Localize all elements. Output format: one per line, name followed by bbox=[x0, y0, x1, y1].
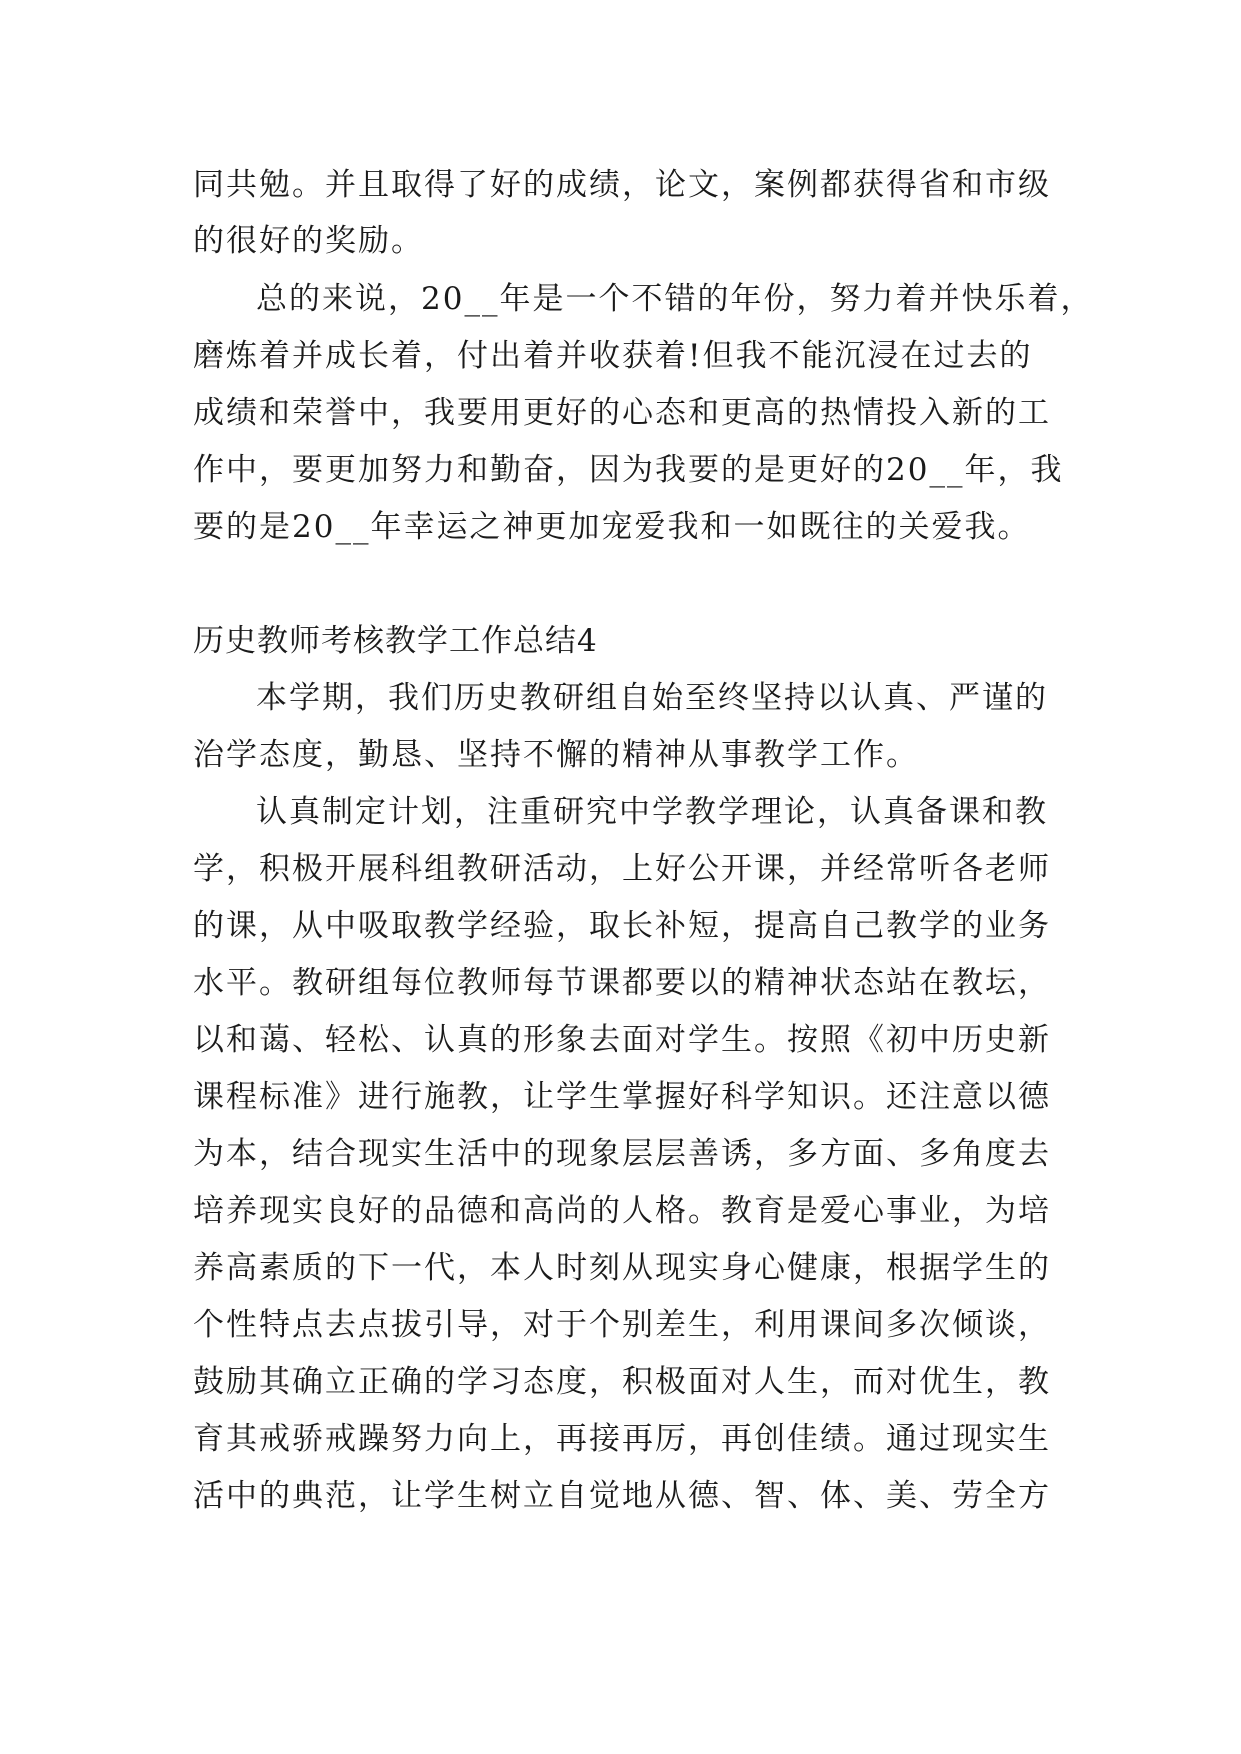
text-line: 个性特点去点拔引导，对于个别差生，利用课间多次倾谈， bbox=[193, 1307, 1051, 1343]
section-heading: 历史教师考核教学工作总结4 bbox=[193, 623, 598, 659]
text-line: 成绩和荣誉中，我要用更好的心态和更高的热情投入新的工 bbox=[193, 395, 1051, 431]
text-line: 鼓励其确立正确的学习态度，积极面对人生，而对优生，教 bbox=[193, 1364, 1051, 1400]
text-line: 课程标准》进行施教，让学生掌握好科学知识。还注意以德 bbox=[193, 1079, 1051, 1115]
text-line: 育其戒骄戒躁努力向上，再接再厉，再创佳绩。通过现实生 bbox=[193, 1421, 1051, 1457]
text-line: 作中，要更加努力和勤奋，因为我要的是更好的20__年，我 bbox=[193, 452, 1064, 488]
text-line: 同共勉。并且取得了好的成绩，论文，案例都获得省和市级 bbox=[193, 167, 1051, 203]
text-line: 培养现实良好的品德和高尚的人格。教育是爱心事业，为培 bbox=[193, 1193, 1051, 1229]
paragraph-first-line: 总的来说，20__年是一个不错的年份，努力着并快乐着， bbox=[256, 281, 1094, 317]
text-line: 水平。教研组每位教师每节课都要以的精神状态站在教坛， bbox=[193, 965, 1051, 1001]
text-line: 活中的典范，让学生树立自觉地从德、智、体、美、劳全方 bbox=[193, 1478, 1051, 1514]
text-line: 学，积极开展科组教研活动，上好公开课，并经常听各老师 bbox=[193, 851, 1051, 887]
text-line: 的课，从中吸取教学经验，取长补短，提高自己教学的业务 bbox=[193, 908, 1051, 944]
text-line: 以和蔼、轻松、认真的形象去面对学生。按照《初中历史新 bbox=[193, 1022, 1051, 1058]
paragraph-first-line: 本学期，我们历史教研组自始至终坚持以认真、严谨的 bbox=[256, 680, 1048, 716]
text-line: 养高素质的下一代，本人时刻从现实身心健康，根据学生的 bbox=[193, 1250, 1051, 1286]
text-line: 治学态度，勤恳、坚持不懈的精神从事教学工作。 bbox=[193, 737, 919, 773]
text-line: 磨炼着并成长着，付出着并收获着!但我不能沉浸在过去的 bbox=[193, 338, 1033, 374]
text-line: 要的是20__年幸运之神更加宠爱我和一如既往的关爱我。 bbox=[193, 509, 1031, 545]
text-line: 的很好的奖励。 bbox=[193, 223, 424, 259]
text-line: 为本，结合现实生活中的现象层层善诱，多方面、多角度去 bbox=[193, 1136, 1051, 1172]
paragraph-first-line: 认真制定计划，注重研究中学教学理论，认真备课和教 bbox=[256, 794, 1048, 830]
